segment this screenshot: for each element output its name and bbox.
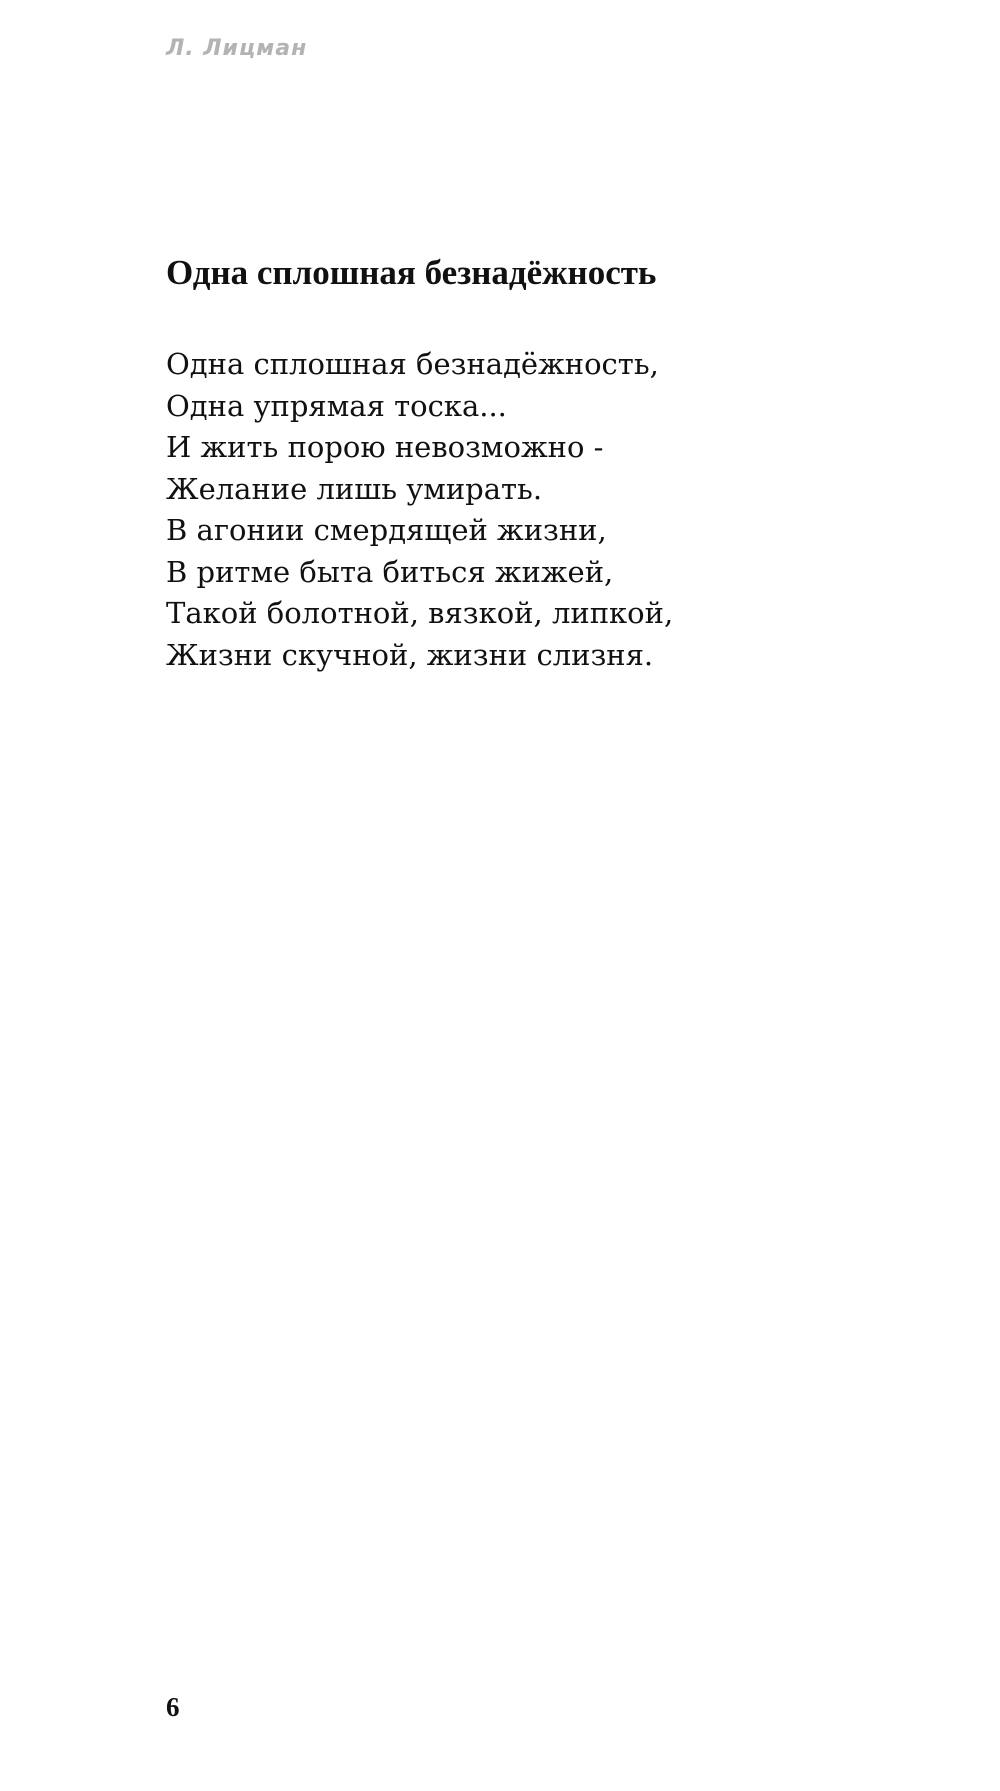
poem-line: Желание лишь умирать. (166, 471, 543, 506)
page-number: 6 (166, 1692, 180, 1722)
running-head: Л. Лицман (166, 36, 308, 61)
poem-line: В ритме быта биться жижей, (166, 554, 614, 589)
poem-body (166, 344, 673, 676)
poem-title: Одна сплошная безнадёжность (166, 253, 657, 292)
poem-line: Жизни скучной, жизни слизня. (166, 637, 654, 672)
poem-line: Одна сплошная безнадёжность, (166, 347, 659, 381)
poem-line: Одна упрямая тоска... (166, 388, 507, 423)
poem-line: В агонии смердящей жизни, (166, 513, 607, 547)
poem-line: Такой болотной, вязкой, липкой, (166, 596, 674, 630)
poem-line: И жить порою невозможно - (166, 430, 604, 464)
